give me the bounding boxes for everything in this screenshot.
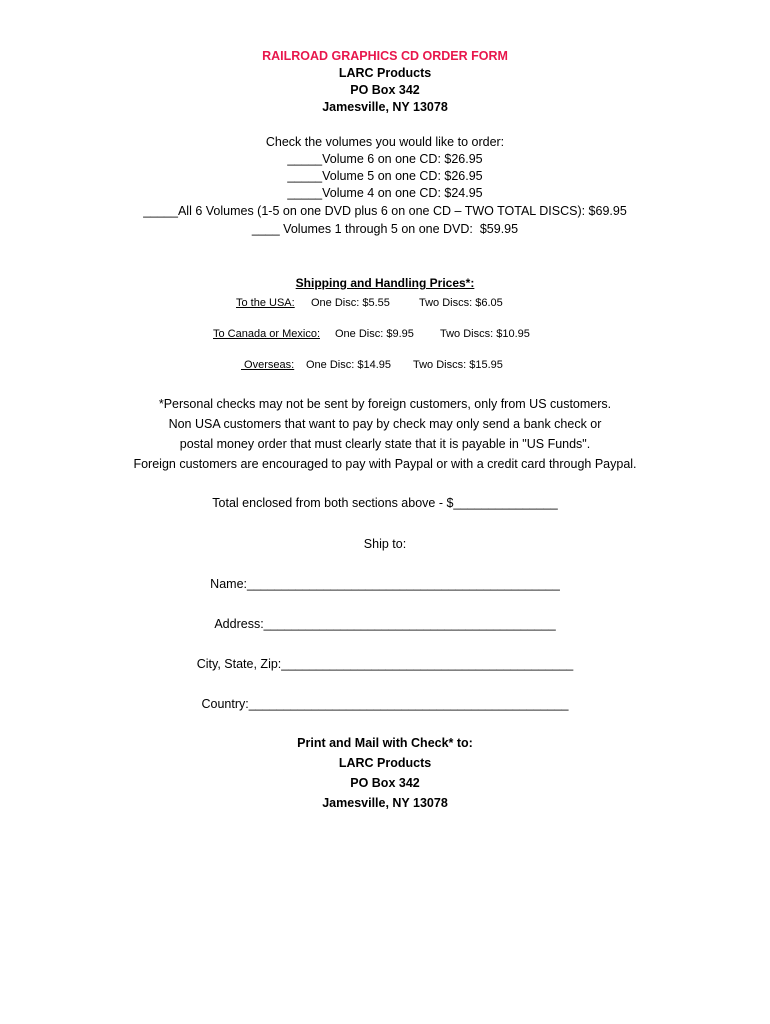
shipping-usa-two-discs: Two Discs: $6.05 [419,297,503,309]
country-field: Country:______________________________________________ [201,697,569,711]
footer-po-box: PO Box 342 [350,776,420,790]
note-money-order: postal money order that must clearly state that it is payable in "US Funds". [179,437,591,451]
ship-to-label: Ship to: [363,537,407,551]
mail-heading: Print and Mail with Check* to: [297,736,473,750]
volume-6-option: _____Volume 6 on one CD: $26.95 [287,152,483,166]
shipping-region-overseas: Overseas: [241,359,295,371]
city-state-zip-field: City, State, Zip:__________________________________________ [196,657,574,671]
total-enclosed-field: Total enclosed from both sections above - $_______________ [212,496,558,510]
shipping-canada-one-disc: One Disc: $9.95 [335,328,414,340]
shipping-canada-two-discs: Two Discs: $10.95 [440,328,530,340]
shipping-usa-one-disc: One Disc: $5.55 [311,297,390,309]
note-personal-checks: *Personal checks may not be sent by foreign customers, only from US customers. [158,397,612,411]
address-field: Address:__________________________________________ [214,617,556,631]
header-city: Jamesville, NY 13078 [322,100,448,114]
note-non-usa-checks: Non USA customers that want to pay by check may only send a bank check or [168,417,602,431]
footer-company: LARC Products [338,756,432,770]
shipping-heading: Shipping and Handling Prices*: [295,276,475,290]
note-paypal: Foreign customers are encouraged to pay with Paypal or with a credit card through Paypal. [133,457,637,471]
volumes-1-5-option: ____ Volumes 1 through 5 on one DVD: $59.95 [251,222,519,236]
shipping-region-canada-mexico: To Canada or Mexico: [213,328,320,340]
volume-5-option: _____Volume 5 on one CD: $26.95 [287,169,483,183]
all-volumes-option: _____All 6 Volumes (1-5 on one DVD plus 6 on one CD – TWO TOTAL DISCS): $69.95 [143,204,627,218]
header-po-box: PO Box 342 [350,83,420,97]
shipping-overseas-two-discs: Two Discs: $15.95 [413,359,503,371]
volumes-intro: Check the volumes you would like to order: [265,135,505,149]
name-field: Name:_____________________________________________ [210,577,560,591]
shipping-region-usa: To the USA: [236,297,295,309]
volume-4-option: _____Volume 4 on one CD: $24.95 [287,186,483,200]
header-company: LARC Products [338,66,432,80]
form-title: RAILROAD GRAPHICS CD ORDER FORM [262,49,508,63]
shipping-overseas-one-disc: One Disc: $14.95 [306,359,391,371]
footer-city: Jamesville, NY 13078 [322,796,448,810]
